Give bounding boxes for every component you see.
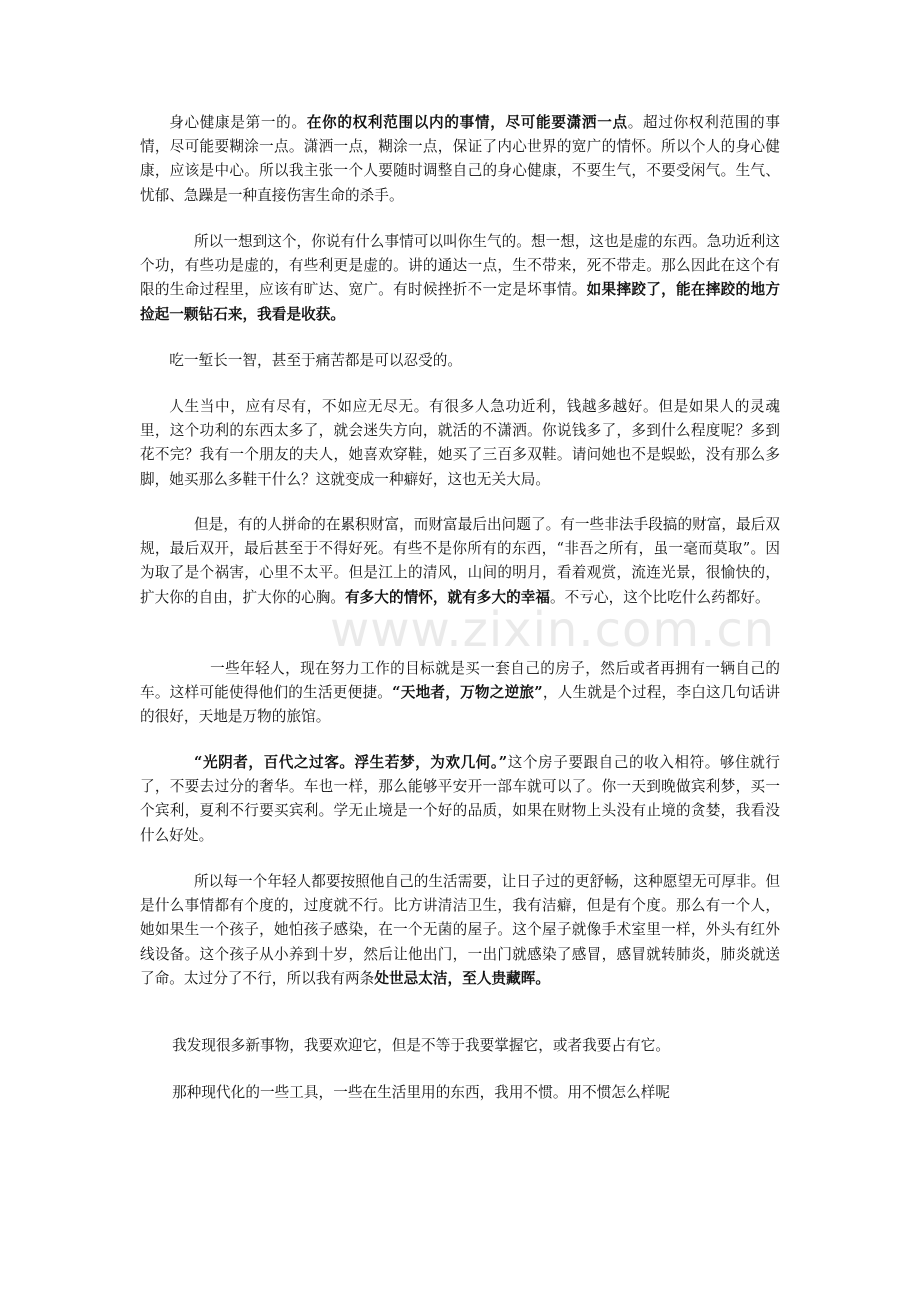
paragraph-8	[140, 870, 780, 991]
text-segment: 那种现代化的一些工具，一些在生活里用的东西，我用不惯。用不惯怎么样呢	[172, 1084, 670, 1101]
paragraph-7	[140, 751, 780, 848]
text-segment: 这个房子要跟自己的收入相符。够住就行了，不要去过分的奢华。车也一样，那么能够平安开一部车就可以了。你一天到晚做宾利梦，买一个宾利，夏利不行要买宾利。学无止境是一个好的品质，如果在财物上头没有止境的贪婪，我看没什么好处。	[140, 754, 781, 844]
bold-text-segment: “天地者，万物之逆旅”	[392, 684, 543, 702]
text-segment: 所以每一个年轻人都要按照他自己的生活需要，让日子过的更舒畅，这种愿望无可厚非。但是什么事情都有个度的，过度就不行。比方讲清洁卫生，我有洁癖，但是有个度。那么有一个人，她如果生一个孩子，她怕孩子感染，在一个无菌的屋子。这个屋子就像手术室里一样，外头有红外线设备。这个孩子从小养到十岁，然后让他出门，一出门就感染了感冒，感冒就转肺炎，肺炎就送了命。太过分了不行，所以我有两条	[140, 873, 780, 987]
text-segment: 一些年轻人，现在努力工作的目标就是买一套自己的房子，然后或者再拥有一辆自己的车。这样可能使得他们的生活更便捷。	[140, 660, 780, 702]
paragraph-10	[140, 1081, 780, 1105]
paragraph-1	[140, 111, 780, 208]
bold-text-segment: 如果摔跤了，能在摔跤的地方捡起一颗钻石来，我看是收获。	[140, 281, 780, 323]
bold-text-segment: “光阴者，百代之过客。浮生若梦，为欢几何。”	[194, 754, 508, 771]
text-segment: 身心健康是第一的。	[169, 114, 307, 131]
text-segment: 人生当中，应有尽有，不如应无尽无。有很多人急功近利，钱越多越好。但是如果人的灵魂里，这个功利的东西太多了，就会迷失方向，就活的不潇洒。你说钱多了，多到什么程度呢？多到花不完？我有一个朋友的夫人，她喜欢穿鞋，她买了三百多双鞋。请问她也不是蜈蚣，没有那么多脚，她买那么多鞋干什么？这就变成一种癖好，这也无关大局。	[140, 398, 780, 488]
paragraph-3	[140, 349, 780, 373]
watermark: www.zixin.com.cn	[330, 602, 776, 658]
paragraph-6	[140, 657, 780, 730]
text-segment: 。超过你权利范围的事情，尽可能要糊涂一点。潇洒一点，糊涂一点，保证了内心世界的宽广的情怀。所以个人的身心健康，应该是中心。所以我主张一个人要随时调整自己的身心健康，不要生气，不要受闲气。生气、忧郁、急躁是一种直接伤害生命的杀手。	[140, 114, 780, 204]
text-segment: ，人生就是个过程，李白这几句话讲的很好，天地是万物的旅馆。	[140, 684, 780, 726]
text-segment: 我发现很多新事物，我要欢迎它，但是不等于我要掌握它，或者我要占有它。	[172, 1037, 670, 1054]
text-segment: 吃一堑长一智，甚至于痛苦都是可以忍受的。	[169, 352, 463, 369]
bold-text-segment: 在你的权利范围以内的事情，尽可能要潇洒一点	[306, 114, 628, 131]
paragraph-9	[140, 1034, 780, 1058]
text-segment: 。不亏心，这个比吃什么药都好。	[550, 588, 770, 606]
paragraph-5	[140, 513, 780, 610]
bold-text-segment: 有多大的情怀，就有多大的幸福	[345, 588, 551, 606]
paragraph-2	[140, 230, 780, 327]
text-segment: 所以一想到这个，你说有什么事情可以叫你生气的。想一想，这也是虚的东西。急功近利这个功，有些功是虚的，有些利更是虚的。讲的通达一点，生不带来，死不带走。那么因此在这个有限的生命过程里，应该有旷达、宽广。有时候挫折不一定是坏事情。	[140, 233, 780, 299]
bold-text-segment: 处世忌太洁，至人贵藏晖。	[374, 969, 551, 987]
paragraph-4	[140, 395, 780, 492]
text-segment: 但是，有的人拼命的在累积财富，而财富最后出问题了。有一些非法手段搞的财富，最后双规，最后双开，最后甚至于不得好死。有些不是你所有的东西，“非吾之所有，虽一毫而莫取”。因为取了是个祸害，心里不太平。但是江上的清风，山间的明月，看着观赏，流连光景，很愉快的，扩大你的自由，扩大你的心胸。	[140, 516, 780, 606]
